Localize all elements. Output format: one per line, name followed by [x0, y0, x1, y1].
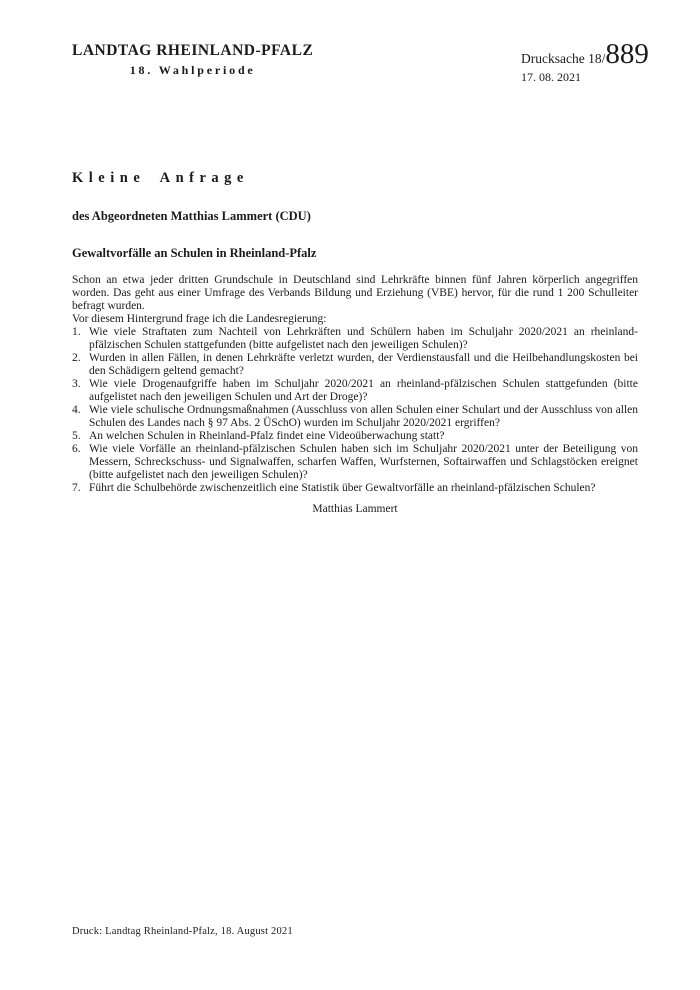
question-number: 2. [72, 352, 81, 364]
drucksache-date: 17. 08. 2021 [521, 70, 581, 84]
drucksache-line [521, 40, 649, 69]
author-line: des Abgeordneten Matthias Lammert (CDU) [72, 209, 311, 223]
question-text: Wurden in allen Fällen, in denen Lehrkräfte verletzt wurden, der Verdienstausfall und die Heilbehandlungskosten bei den Schädigern geltend gemacht? [89, 352, 638, 377]
question-text: Wie viele schulische Ordnungsmaßnahmen (Ausschluss von allen Schulen einer Schulart und der Ausschluss von allen Schulen des Landes nach § 97 Abs. 2 ÜSchO) wurden im Schuljahr 2020/2021 ergriffen? [89, 404, 638, 429]
question-text: An welchen Schulen in Rheinland-Pfalz findet eine Videoüberwachung statt? [89, 430, 445, 442]
question-item [72, 404, 638, 430]
body-block [72, 274, 638, 495]
question-number: 3. [72, 378, 81, 390]
drucksache-label: Drucksache 18/ [521, 51, 606, 66]
question-number: 6. [72, 443, 81, 455]
question-text: Wie viele Vorfälle an rheinland-pfälzischen Schulen haben sich im Schuljahr 2020/2021 unter der Beteiligung von Messern, Schreckschuss- und Signalwaffen, scharfen Waffen, Wurfsternen, Softairwaffen und Schlagstöcken ereignet (bitte aufgelistet nach den jeweiligen Schulen)? [89, 443, 638, 481]
question-text: Wie viele Straftaten zum Nachteil von Lehrkräften und Schülern haben im Schuljahr 2020/2021 an rheinland-pfälzischen Schulen stattgefunden (bitte aufgelistet nach den jeweiligen Schulen)? [89, 326, 638, 351]
question-item [72, 352, 638, 378]
signature-name: Matthias Lammert [312, 503, 398, 515]
drucksache-number: 889 [605, 38, 649, 70]
question-number: 5. [72, 430, 81, 442]
document-kind-title: Kleine Anfrage [72, 170, 249, 186]
question-text: Wie viele Drogenaufgriffe haben im Schuljahr 2020/2021 an rheinland-pfälzischen Schulen stattgefunden (bitte aufgelistet nach den jeweiligen Schulen und Art der Droge)? [89, 378, 638, 403]
question-list [72, 326, 638, 495]
question-number: 1. [72, 326, 81, 338]
institution-title: LANDTAG RHEINLAND-PFALZ [72, 42, 314, 59]
question-item [72, 378, 638, 404]
header-left-block [72, 42, 313, 78]
print-note: Druck: Landtag Rheinland-Pfalz, 18. August 2021 [72, 926, 293, 937]
question-text: Führt die Schulbehörde zwischenzeitlich eine Statistik über Gewaltvorfälle an rheinland-pfälzischen Schulen? [89, 482, 596, 494]
lead-in-line: Vor diesem Hintergrund frage ich die Landesregierung: [72, 313, 327, 325]
question-number: 4. [72, 404, 81, 416]
header-right-block [521, 40, 649, 85]
question-number: 7. [72, 482, 81, 494]
question-item [72, 430, 638, 443]
legislative-term: 18. Wahlperiode [129, 63, 256, 77]
question-item [72, 326, 638, 352]
question-item [72, 443, 638, 482]
subject-line: Gewaltvorfälle an Schulen in Rheinland-Pfalz [72, 246, 317, 260]
intro-paragraph: Schon an etwa jeder dritten Grundschule in Deutschland sind Lehrkräfte binnen fünf Jahren körperlich angegriffen worden. Das geht aus einer Umfrage des Verbands Bildung und Erziehung (VBE) hervor, für die rund 1 200 Schulleiter befragt wurden. [72, 274, 638, 312]
question-item [72, 482, 638, 495]
